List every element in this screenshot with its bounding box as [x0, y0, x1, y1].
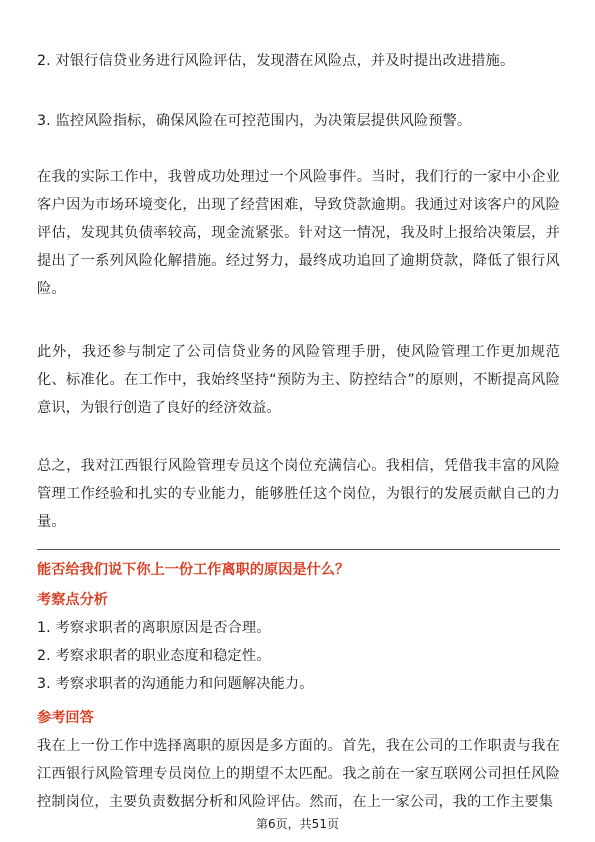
page-number: 第6页，共51页	[256, 817, 339, 831]
paragraph-duty-2: 2. 对银行信贷业务进行风险评估，发现潜在风险点，并及时提出改进措施。	[37, 53, 515, 69]
list-item: 3. 考察求职者的沟通能力和问题解决能力。	[37, 676, 314, 692]
paragraph-conclusion: 总之，我对江西银行风险管理专员这个岗位充满信心。我相信，凭借我丰富的风险管理工作经验和扎实的专业能力，能够胜任这个岗位，为银行的发展贡献自己的力量。	[37, 458, 560, 530]
paragraph-risk-manual: 此外，我还参与制定了公司信贷业务的风险管理手册，使风险管理工作更加规范化、标准化。在工作中，我始终坚持“预防为主、防控结合”的原则，不断提高风险意识，为银行创造了良好的经济效益。	[37, 344, 560, 416]
interview-question: 能否给我们说下你上一份工作离职的原因是什么？	[37, 562, 350, 578]
section-divider	[37, 549, 560, 550]
analysis-heading: 考察点分析	[37, 592, 108, 608]
reference-answer-heading: 参考回答	[37, 710, 94, 726]
paragraph-duty-3: 3. 监控风险指标，确保风险在可控范围内，为决策层提供风险预警。	[37, 113, 472, 129]
analysis-list	[37, 614, 314, 698]
list-item: 1. 考察求职者的离职原因是否合理。	[37, 620, 271, 636]
reference-answer-text: 我在上一份工作中选择离职的原因是多方面的。首先，我在公司的工作职责与我在江西银行风险管理专员岗位上的期望不太匹配。我之前在一家互联网公司担任风险控制岗位，主要负责数据分析和风险评估。然而，在上一家公司，我的工作主要集	[37, 738, 560, 810]
paragraph-risk-event: 在我的实际工作中，我曾成功处理过一个风险事件。当时，我们行的一家中小企业客户因为市场环境变化，出现了经营困难，导致贷款逾期。我通过对该客户的风险评估，发现其负债率较高，现金流紧张。针对这一情况，我及时上报给决策层，并提出了一系列风险化解措施。经过努力，最终成功追回了逾期贷款，降低了银行风险。	[37, 169, 560, 297]
list-item: 2. 考察求职者的职业态度和稳定性。	[37, 648, 271, 664]
